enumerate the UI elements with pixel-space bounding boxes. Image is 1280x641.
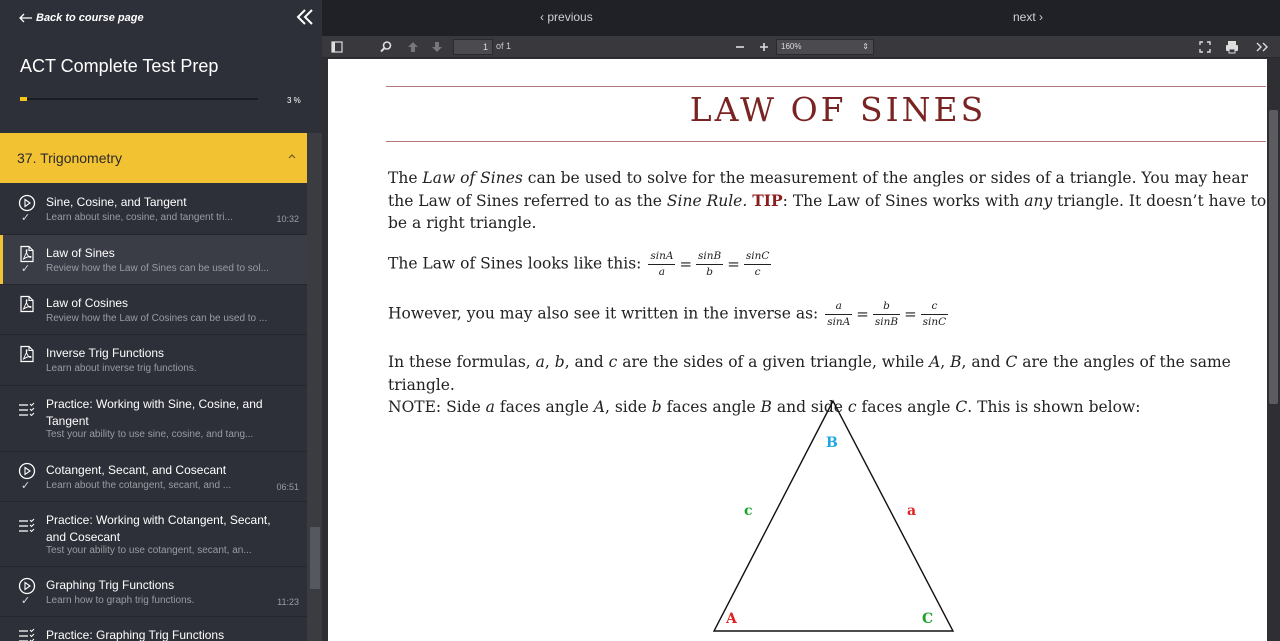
page-count: of 1	[496, 41, 512, 51]
text: , and	[564, 353, 609, 371]
text: ,	[940, 353, 951, 371]
zoom-out-icon[interactable]	[732, 39, 748, 55]
text: . This is shown below:	[967, 398, 1141, 416]
lesson-title: Inverse Trig Functions	[46, 346, 165, 360]
check-icon: ✓	[21, 595, 31, 607]
intro-paragraph	[388, 167, 1267, 235]
text: a	[535, 353, 545, 371]
fullscreen-icon[interactable]	[1197, 39, 1213, 55]
lesson-title: Cotangent, Secant, and Cosecant	[46, 463, 227, 477]
tip-label: TIP	[752, 190, 783, 210]
pdf-icon	[18, 345, 36, 363]
text: In these formulas,	[388, 353, 536, 371]
pdf-viewer	[322, 58, 1280, 641]
quiz-list-icon	[18, 401, 36, 419]
zoom-value: 160%	[781, 42, 802, 51]
previous-label: previous	[547, 10, 593, 24]
double-chevron-left-icon[interactable]	[294, 7, 316, 27]
fraction	[921, 300, 949, 329]
text: are the sides of a given triangle, while	[617, 353, 930, 371]
lesson-list	[0, 184, 307, 641]
pdf-toolbar	[322, 36, 1280, 58]
lesson-item[interactable]	[0, 452, 307, 502]
lesson-title: Practice: Working with Sine, Cosine, and Tangent	[46, 397, 263, 428]
lesson-item[interactable]	[0, 617, 307, 641]
text: c	[847, 398, 857, 416]
text: b	[651, 398, 662, 416]
fraction-numerator: sinA	[648, 250, 675, 265]
text: , side	[604, 398, 652, 416]
section-header-trigonometry[interactable]	[0, 133, 307, 183]
lesson-duration: 11:23	[277, 597, 299, 607]
page-number-input[interactable]	[453, 39, 493, 55]
pdf-icon	[18, 245, 36, 263]
search-icon[interactable]	[378, 39, 394, 55]
previous-lesson-link[interactable]: ‹ previous	[540, 10, 593, 24]
sidebar-scrollbar-thumb[interactable]	[310, 527, 320, 589]
text: , and	[961, 353, 1006, 371]
equals-sign: =	[727, 255, 740, 274]
course-progress-fill	[20, 97, 27, 101]
course-progress-bar	[20, 98, 258, 100]
next-page-icon[interactable]	[429, 39, 445, 55]
course-title: ACT Complete Test Prep	[20, 56, 219, 76]
lesson-description: Learn about sine, cosine, and tangent tri...	[46, 212, 233, 223]
check-icon: ✓	[21, 212, 31, 224]
title-rule-top	[386, 86, 1266, 87]
fraction-numerator: b	[873, 300, 900, 315]
lesson-title: Law of Sines	[46, 246, 115, 260]
text: triangle. It doesn’t have to be a right triangle.	[388, 191, 1267, 232]
course-sidebar	[0, 0, 322, 641]
play-circle-icon	[18, 577, 36, 595]
fraction-numerator: c	[921, 300, 949, 315]
play-circle-icon	[18, 194, 36, 212]
lesson-description: Test your ability to use cotangent, secant, an...	[46, 545, 252, 556]
back-to-course-link[interactable]	[19, 12, 144, 24]
inverse-formula-paragraph	[388, 300, 1267, 329]
law-of-sines-formula	[646, 250, 773, 278]
fraction-denominator: a	[658, 266, 666, 278]
text: B	[950, 353, 962, 371]
text: faces angle	[856, 398, 956, 416]
fraction-numerator: a	[825, 300, 852, 315]
equals-sign: =	[856, 305, 869, 324]
text: any	[1024, 191, 1053, 210]
pdf-icon	[18, 295, 36, 313]
vertex-label-A: A	[726, 611, 737, 627]
fraction-numerator: sinC	[744, 250, 772, 265]
text: a	[485, 398, 495, 416]
quiz-list-icon	[18, 517, 36, 535]
fraction-denominator: sinC	[922, 316, 947, 328]
lesson-item[interactable]	[0, 184, 307, 235]
text: However, you may also see it written in the inverse as:	[388, 304, 824, 323]
next-lesson-link[interactable]: next ›	[1013, 10, 1044, 24]
text: A	[929, 353, 941, 371]
title-rule-bottom	[386, 141, 1266, 142]
side-label-a: a	[907, 503, 917, 519]
text: Sine Rule.	[666, 191, 748, 210]
lesson-item[interactable]	[0, 386, 307, 452]
text: The	[388, 169, 423, 187]
text: The Law of Sines looks like this:	[388, 254, 647, 273]
fraction	[744, 250, 772, 279]
fraction-denominator: sinB	[874, 316, 899, 328]
fraction-denominator: b	[706, 266, 713, 278]
text: faces angle	[661, 398, 761, 416]
lesson-item[interactable]	[0, 235, 307, 285]
zoom-in-icon[interactable]	[756, 39, 772, 55]
sidebar-toggle-icon[interactable]	[329, 39, 345, 55]
vertex-label-C: C	[922, 611, 934, 627]
inverse-formula	[823, 300, 950, 328]
lesson-title: Practice: Working with Cotangent, Secant, and Cosecant	[46, 513, 271, 544]
lesson-description: Learn how to graph trig functions.	[46, 595, 195, 606]
sidebar-header	[0, 0, 322, 132]
next-label: next	[1013, 10, 1036, 24]
side-label-c: c	[744, 503, 753, 519]
pdf-scrollbar-thumb[interactable]	[1269, 110, 1278, 404]
text: are the angles of the same triangle.	[388, 353, 1231, 394]
fraction	[825, 300, 852, 329]
play-circle-icon	[18, 462, 36, 480]
course-progress-percent: 3 %	[287, 96, 301, 105]
text: faces angle	[494, 398, 594, 416]
check-icon: ✓	[21, 263, 31, 275]
lesson-description: Test your ability to use sine, cosine, and tang...	[46, 429, 254, 440]
text: C	[955, 398, 968, 416]
print-icon[interactable]	[1224, 39, 1240, 55]
double-chevron-right-icon[interactable]	[1254, 39, 1270, 55]
vertex-label-B: B	[826, 435, 838, 451]
lesson-duration: 10:32	[276, 214, 299, 224]
text: Law of Sines	[422, 169, 523, 187]
triangle-diagram	[708, 399, 968, 641]
section-title: 37. Trigonometry	[17, 150, 123, 166]
lesson-description: Learn about the cotangent, secant, and ...	[46, 480, 232, 491]
text: C	[1005, 353, 1018, 371]
fraction	[696, 250, 723, 279]
lesson-description: Review how the Law of Sines can be used to sol...	[46, 263, 269, 274]
text: can be used to solve for the measurement of the angles or sides of a triangle. You may hear the Law of Sines referred to as the	[388, 169, 1248, 210]
lesson-item[interactable]	[0, 335, 307, 386]
fraction-denominator: c	[754, 266, 761, 278]
text: NOTE: Side	[388, 398, 486, 416]
lesson-nav-bar	[322, 0, 1280, 36]
text: A	[593, 398, 605, 416]
lesson-item[interactable]	[0, 502, 307, 567]
lesson-item[interactable]	[0, 285, 307, 335]
chevron-up-icon	[287, 151, 297, 161]
check-icon: ✓	[21, 480, 31, 492]
lesson-duration: 06:51	[276, 482, 299, 492]
previous-page-icon[interactable]	[405, 39, 421, 55]
lesson-title: Sine, Cosine, and Tangent	[46, 195, 187, 209]
fraction	[873, 300, 900, 329]
lesson-description: Learn about inverse trig functions.	[46, 363, 197, 374]
formula-paragraph	[388, 250, 1267, 279]
pdf-page	[328, 59, 1267, 641]
equals-sign: =	[679, 255, 693, 274]
text: c	[608, 353, 618, 371]
text: b	[554, 353, 565, 371]
fraction	[648, 250, 675, 279]
pdf-scrollbar[interactable]	[1267, 58, 1280, 641]
equals-sign: =	[904, 305, 917, 324]
lesson-title: Practice: Graphing Trig Functions	[46, 628, 225, 641]
lesson-title: Law of Cosines	[46, 296, 129, 310]
zoom-select[interactable]	[776, 39, 874, 55]
text: : The Law of Sines works with	[782, 191, 1025, 210]
lesson-item[interactable]	[0, 567, 307, 617]
text: and side	[771, 398, 848, 416]
lesson-title: Graphing Trig Functions	[46, 578, 175, 592]
fraction-denominator: sinA	[827, 316, 851, 328]
text: B	[760, 398, 772, 416]
document-title: LAW OF SINES	[689, 90, 987, 129]
lesson-description: Review how the Law of Cosines can be used to ...	[46, 313, 268, 324]
back-link-label: Back to course page	[36, 12, 144, 24]
arrow-left-icon	[19, 13, 33, 23]
fraction-numerator: sinB	[696, 250, 723, 265]
quiz-list-icon	[18, 627, 36, 641]
text: ,	[544, 353, 555, 371]
select-arrow-icon: ⇕	[862, 42, 869, 51]
